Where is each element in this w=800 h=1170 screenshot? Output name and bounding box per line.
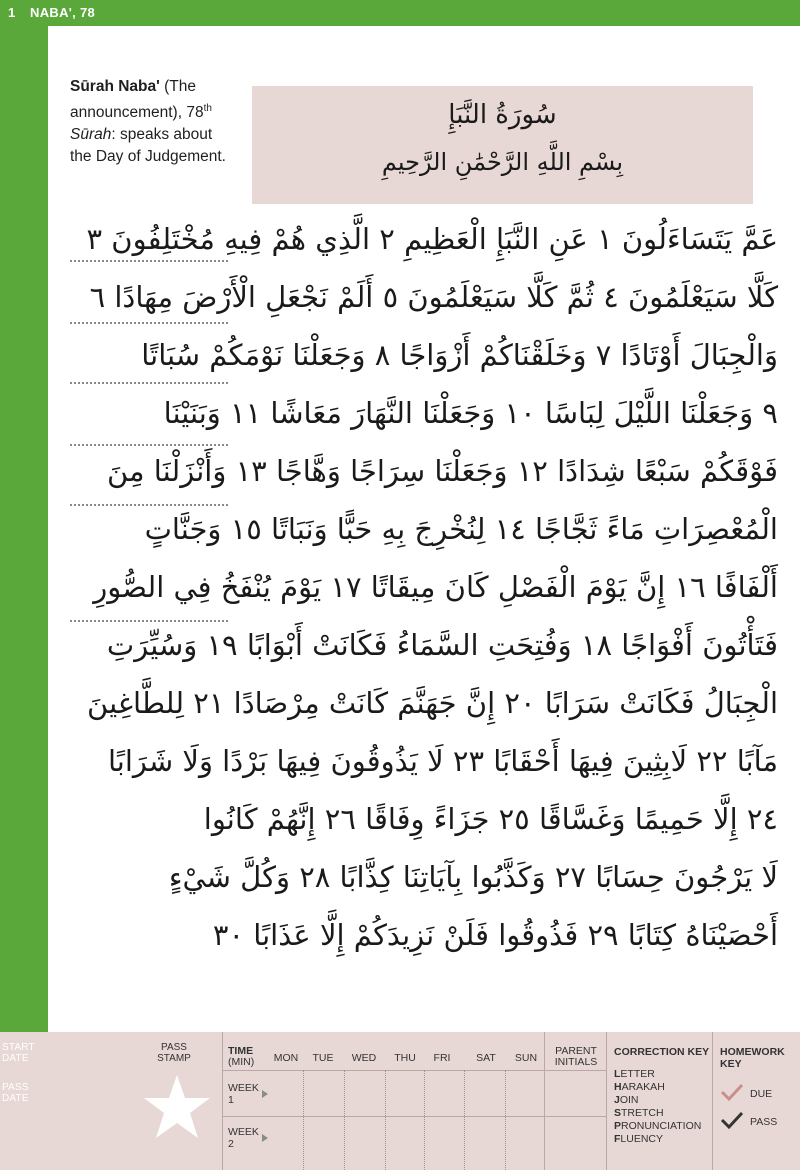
- grid-divider: [222, 1070, 606, 1071]
- pass-date-label[interactable]: PASS DATE: [2, 1082, 29, 1104]
- intro-surah-word: Sūrah: [70, 126, 112, 144]
- verse-line: ٩ وَجَعَلْنَا اللَّيْلَ لِبَاسًا ١٠ وَجَعَلْنَا النَّهَارَ مَعَاشًا ١١ وَبَنَيْنَا: [163, 396, 778, 430]
- day-header-fri: FRI: [433, 1052, 451, 1064]
- day-cell-divider: [464, 1070, 465, 1170]
- verse-line: أَلْفَافًا ١٦ إِنَّ يَوْمَ الْفَصْلِ كَانَ مِيقَاتًا ١٧ يَوْمَ يُنْفَخُ فِي الصُّورِ: [93, 570, 778, 604]
- day-cell-divider: [303, 1070, 304, 1170]
- pass-tick-icon: [720, 1110, 744, 1130]
- week-1-arrow-icon: [262, 1090, 268, 1098]
- verse-line: أَحْصَيْنَاهُ كِتَابًا ٢٩ فَذُوقُوا فَلَنْ نَزِيدَكُمْ إِلَّا عَذَابًا ٣٠: [212, 918, 778, 952]
- day-cell-divider: [505, 1070, 506, 1170]
- bismillah: بِسْمِ اللَّهِ الرَّحْمَٰنِ الرَّحِيمِ: [381, 148, 624, 176]
- intro-ordinal: th: [203, 103, 212, 114]
- day-header-mon: MON: [273, 1052, 299, 1064]
- page-number: 1: [8, 5, 16, 20]
- grid-divider: [606, 1032, 607, 1170]
- day-cell-divider: [344, 1070, 345, 1170]
- verse-line: ٢٤ إِلَّا حَمِيمًا وَغَسَّاقًا ٢٥ جَزَاءً وِفَاقًا ٢٦ إِنَّهُمْ كَانُوا: [203, 802, 778, 836]
- correction-key-title: CORRECTION KEY: [614, 1046, 710, 1058]
- correction-key-item: LETTER: [614, 1068, 655, 1080]
- day-header-sat: SAT: [476, 1052, 496, 1064]
- correction-key-item: HARAKAH: [614, 1081, 665, 1093]
- grid-divider: [712, 1032, 713, 1170]
- start-date-label[interactable]: START DATE: [2, 1042, 35, 1064]
- verse-line: فَتَأْتُونَ أَفْوَاجًا ١٨ وَفُتِحَتِ السَّمَاءُ فَكَانَتْ أَبْوَابًا ١٩ وَسُيِّرَتِ: [106, 628, 778, 662]
- intro-text-2: : speaks about the Day of Judgement.: [70, 126, 226, 166]
- day-header-sun: SUN: [514, 1052, 538, 1064]
- intro-surah-name: Sūrah Naba': [70, 78, 160, 95]
- day-cell-divider: [424, 1070, 425, 1170]
- star-icon: [142, 1072, 212, 1142]
- homework-key-title: HOMEWORK KEY: [720, 1046, 785, 1070]
- surah-header-panel: [252, 86, 753, 204]
- homework-due-label: DUE: [750, 1088, 773, 1100]
- verse-line: فَوْقَكُمْ سَبْعًا شِدَادًا ١٢ وَجَعَلْنَا سِرَاجًا وَهَّاجًا ١٣ وَأَنْزَلْنَا مِنَ: [106, 454, 778, 488]
- parent-initials-header: PARENT INITIALS: [554, 1045, 598, 1068]
- page-header-bar: [0, 0, 800, 26]
- due-tick-icon: [720, 1082, 744, 1102]
- correction-key-item: FLUENCY: [614, 1133, 664, 1145]
- correction-key-list: [614, 1068, 701, 1146]
- day-header-wed: WED: [351, 1052, 377, 1064]
- date-strip: [0, 1032, 48, 1170]
- verse-line: الْجِبَالُ فَكَانَتْ سَرَابًا ٢٠ إِنَّ جَهَنَّمَ كَانَتْ مِرْصَادًا ٢١ لِلطَّاغِينَ: [87, 686, 778, 720]
- surah-intro: [70, 76, 230, 168]
- correction-key-item: PRONUNCIATION: [614, 1120, 702, 1132]
- pass-stamp-label: PASS STAMP: [157, 1042, 191, 1064]
- verse-line: وَالْجِبَالَ أَوْتَادًا ٧ وَخَلَقْنَاكُمْ أَزْوَاجًا ٨ وَجَعَلْنَا نَوْمَكُمْ سُبَاتًا: [141, 338, 778, 372]
- day-header-tue: TUE: [312, 1052, 334, 1064]
- time-header: [228, 1046, 268, 1068]
- time-label: TIME: [228, 1045, 254, 1057]
- surah-title-arabic: سُورَةُ النَّبَإِ: [448, 100, 557, 130]
- week-1-label: WEEK 1: [228, 1082, 259, 1106]
- correction-key-item: STRETCH: [614, 1107, 664, 1119]
- day-header-thu: THU: [394, 1052, 416, 1064]
- grid-divider: [222, 1032, 223, 1170]
- verse-line: لَا يَرْجُونَ حِسَابًا ٢٧ وَكَذَّبُوا بِآيَاتِنَا كِذَّابًا ٢٨ وَكُلَّ شَيْءٍ: [168, 860, 778, 894]
- week-2-label: WEEK 2: [228, 1126, 259, 1150]
- page-title: NABA', 78: [30, 5, 96, 20]
- homework-pass-label: PASS: [750, 1116, 778, 1128]
- verse-line: مَآبًا ٢٢ لَابِثِينَ فِيهَا أَحْقَابًا ٢٣ لَا يَذُوقُونَ فِيهَا بَرْدًا وَلَا شَرَابًا: [107, 744, 778, 778]
- day-cell-divider: [385, 1070, 386, 1170]
- grid-divider: [222, 1116, 606, 1117]
- progress-tracker: [48, 1032, 800, 1170]
- correction-key-item: JOIN: [614, 1094, 639, 1106]
- time-unit: (MIN): [228, 1056, 255, 1068]
- page-content: [48, 26, 800, 1032]
- verse-line: الْمُعْصِرَاتِ مَاءً ثَجَّاجًا ١٤ لِنُخْرِجَ بِهِ حَبًّا وَنَبَاتًا ١٥ وَجَنَّاتٍ: [144, 512, 778, 546]
- intro-text-1: (The announcement), 78: [70, 78, 204, 122]
- week-2-arrow-icon: [262, 1134, 268, 1142]
- verse-line: عَمَّ يَتَسَاءَلُونَ ١ عَنِ النَّبَإِ الْعَظِيمِ ٢ الَّذِي هُمْ فِيهِ مُخْتَلِفُونَ ٣: [86, 222, 778, 256]
- verse-line: كَلَّا سَيَعْلَمُونَ ٤ ثُمَّ كَلَّا سَيَعْلَمُونَ ٥ أَلَمْ نَجْعَلِ الْأَرْضَ مِهَادًا ٦: [89, 280, 778, 314]
